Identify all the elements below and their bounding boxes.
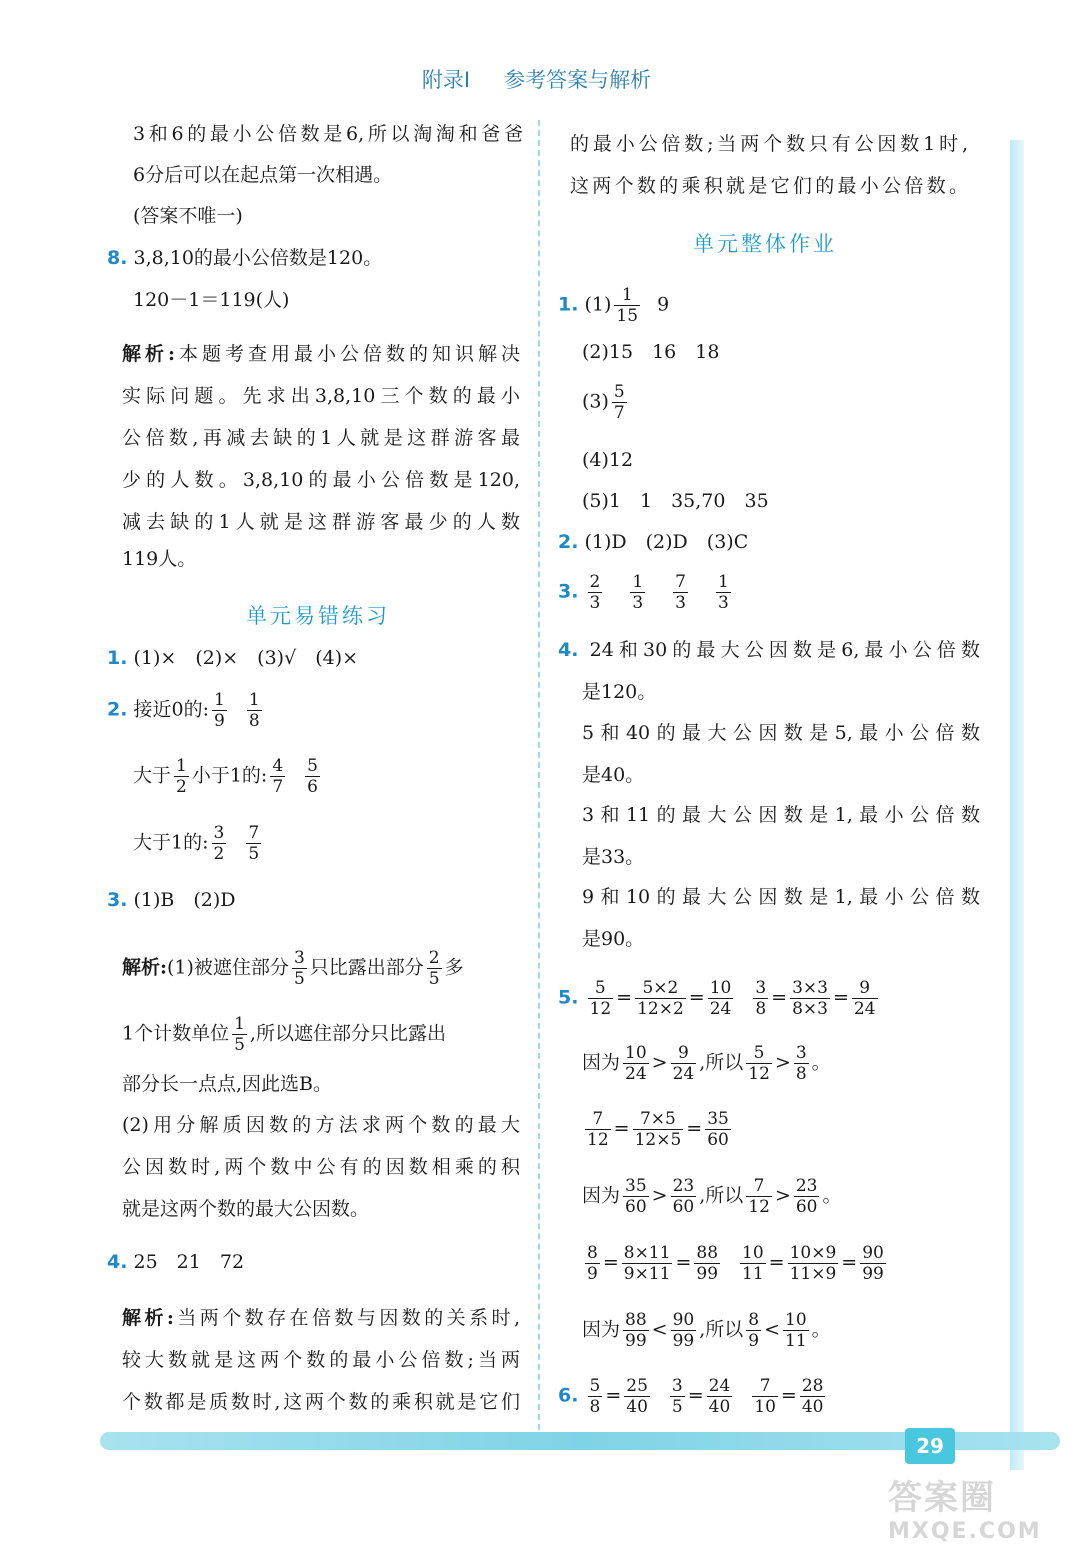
analysis-line: (2)用分解质因数的方法求两个数的最大 xyxy=(122,1114,520,1136)
fraction: $\frac{24}{40}$ xyxy=(708,1376,731,1417)
fraction: $\frac{35}{60}$ xyxy=(625,1176,647,1217)
fraction: $\frac{5}{7}$ xyxy=(613,382,625,423)
fraction: $\frac{7}{3}$ xyxy=(675,572,686,613)
answer-text: ,所以 xyxy=(699,1051,744,1074)
fraction: $\frac{1}{15}$ xyxy=(616,285,639,326)
column-divider xyxy=(538,120,540,1430)
fraction: $\frac{25}{40}$ xyxy=(626,1376,648,1417)
answer-text: 3,8,10的最小公倍数是120。 xyxy=(133,247,383,269)
fraction: $\frac{90}{99}$ xyxy=(672,1310,695,1351)
fraction: $\frac{10\times 9}{11\times 9}$ xyxy=(789,1243,837,1284)
fraction: $\frac{3\times 3}{8\times 3}$ xyxy=(792,978,828,1019)
question-number: 6. xyxy=(558,1384,579,1407)
analysis-line: 就是这两个数的最大公因数。 xyxy=(122,1198,370,1220)
unit-question-3 xyxy=(558,572,734,613)
analysis-line xyxy=(122,1014,446,1055)
analysis-line xyxy=(122,1305,520,1331)
analysis-text: (1)被遮住部分 xyxy=(167,956,289,979)
error-question-2 xyxy=(107,690,265,731)
answer-text: (1)D (2)D (3)C xyxy=(584,531,749,553)
answer-text: ,所以 xyxy=(699,1184,744,1207)
question-number: 2. xyxy=(558,531,579,553)
question-number: 8. xyxy=(107,247,128,269)
answer-text: 接近0的: xyxy=(133,698,209,721)
calc-line: 120－1＝119(人) xyxy=(133,289,290,311)
error-question-4 xyxy=(107,1249,244,1275)
text-line: 6分后可以在起点第一次相遇。 xyxy=(133,164,393,186)
answer-text: 9 xyxy=(657,293,670,316)
fraction: $\frac{2}{5}$ xyxy=(428,948,440,989)
equation-line: $\frac{8}{9}$ = $\frac{8\times 11}{9\times 11}$ = $\frac{88}{99}$ $\frac{10}{11}$ = $\frac{10\times 9}{11\times 9}$ = $\frac{90}{99}$ xyxy=(587,1243,884,1284)
page-number: 29 xyxy=(905,1428,955,1464)
fraction: $\frac{9}{24}$ xyxy=(853,978,876,1019)
unit-question-1 xyxy=(558,285,669,326)
analysis-line: 实际问题。先求出3,8,10三个数的最小 xyxy=(122,385,520,407)
analysis-line: 少的人数。3,8,10的最小公倍数是120, xyxy=(122,469,520,491)
fraction: $\frac{10}{24}$ xyxy=(709,978,732,1019)
fraction: $\frac{3}{8}$ xyxy=(795,1043,807,1084)
answer-line: (5)1 1 35,70 35 xyxy=(582,490,769,512)
fraction: $\frac{28}{40}$ xyxy=(801,1376,824,1417)
section-title-errors: 单元易错练习 xyxy=(246,604,390,628)
header-appendix: 附录Ⅰ xyxy=(421,68,471,92)
compare-line: 因为 $\frac{35}{60}$ > $\frac{23}{60}$ ,所以 $\frac{7}{12}$ > $\frac{23}{60}$ 。 xyxy=(582,1176,842,1217)
answer-text: 因为 xyxy=(582,1318,621,1341)
fraction: $\frac{23}{60}$ xyxy=(672,1176,695,1217)
answer-line: 是33。 xyxy=(582,846,645,868)
answer-line: 是120。 xyxy=(582,681,657,703)
fraction: $\frac{5}{6}$ xyxy=(307,756,318,797)
question-number: 2. xyxy=(107,698,128,721)
analysis-line xyxy=(122,948,464,989)
analysis-line: 这两个数的乘积就是它们的最小公倍数。 xyxy=(570,175,968,197)
watermark xyxy=(888,1470,1042,1544)
unit-question-2 xyxy=(558,529,748,555)
fraction: $\frac{90}{99}$ xyxy=(862,1243,884,1284)
error-question-3 xyxy=(107,887,236,913)
answer-line: 是40。 xyxy=(582,764,645,786)
compare-line: 因为 $\frac{10}{24}$ > $\frac{9}{24}$ ,所以 $\frac{5}{12}$ > $\frac{3}{8}$ 。 xyxy=(582,1043,831,1084)
question-number: 1. xyxy=(107,647,128,669)
text-line: (答案不唯一) xyxy=(133,205,243,227)
fraction: $\frac{3}{5}$ xyxy=(671,1376,683,1417)
question-number: 3. xyxy=(107,889,128,911)
analysis-line: 的最小公倍数;当两个数只有公因数1时, xyxy=(570,133,968,155)
answer-line: 5和40的最大公因数是5,最小公倍数 xyxy=(582,722,980,744)
fraction: $\frac{1}{8}$ xyxy=(248,690,260,731)
text-line: 3和6的最小公倍数是6,所以淘淘和爸爸 xyxy=(133,123,523,145)
watermark-line1: 答案圈 xyxy=(888,1478,996,1518)
answer-line: 9和10的最大公因数是1,最小公倍数 xyxy=(582,886,980,908)
question-number: 4. xyxy=(107,1251,128,1273)
fraction: $\frac{88}{99}$ xyxy=(696,1243,719,1284)
answer-line xyxy=(582,382,630,423)
fraction: $\frac{7}{12}$ xyxy=(748,1176,770,1217)
equation-line: $\frac{7}{12}$ = $\frac{7\times 5}{12\times 5}$ = $\frac{35}{60}$ xyxy=(587,1109,729,1150)
fraction: $\frac{5}{12}$ xyxy=(748,1043,770,1084)
fraction: $\frac{3}{2}$ xyxy=(213,823,225,864)
answer-line: 是90。 xyxy=(582,928,645,950)
analysis-line: 公倍数,再减去缺的1人就是这群游客最 xyxy=(122,427,520,449)
fraction: $\frac{10}{11}$ xyxy=(742,1243,764,1284)
fraction: $\frac{3}{5}$ xyxy=(293,948,305,989)
question-number: 4. xyxy=(558,639,579,661)
analysis-label: 解析: xyxy=(122,956,168,979)
question-number: 3. xyxy=(558,580,579,603)
fraction: $\frac{9}{24}$ xyxy=(672,1043,695,1084)
answer-text: 24和30的最大公因数是6,最小公倍数 xyxy=(589,639,980,661)
analysis-text: 1个计数单位 xyxy=(122,1022,230,1045)
answer-text: 大于 xyxy=(133,764,172,787)
answer-text: 因为 xyxy=(582,1051,621,1074)
fraction: $\frac{3}{8}$ xyxy=(755,978,767,1019)
answer-text: ,所以 xyxy=(699,1318,744,1341)
fraction: $\frac{1}{3}$ xyxy=(717,572,729,613)
answer-text: (1) xyxy=(584,293,612,316)
fraction: $\frac{8\times 11}{9\times 11}$ xyxy=(623,1243,671,1284)
answer-text: (1)× (2)× (3)√ (4)× xyxy=(133,647,359,669)
fraction: $\frac{5}{8}$ xyxy=(589,1376,601,1417)
fraction: $\frac{8}{9}$ xyxy=(587,1243,598,1284)
fraction: $\frac{10}{24}$ xyxy=(625,1043,647,1084)
fraction: $\frac{35}{60}$ xyxy=(707,1109,729,1150)
question-8 xyxy=(107,245,382,271)
fraction: $\frac{1}{5}$ xyxy=(234,1014,245,1055)
answer-text: 25 21 72 xyxy=(133,1251,245,1273)
analysis-label: 解析: xyxy=(122,343,176,365)
error-question-1 xyxy=(107,645,358,671)
fraction: $\frac{23}{60}$ xyxy=(795,1176,818,1217)
fraction: $\frac{7}{10}$ xyxy=(754,1376,776,1417)
question-number: 1. xyxy=(558,293,579,316)
compare-line: 因为 $\frac{88}{99}$ < $\frac{90}{99}$ ,所以 $\frac{8}{9}$ < $\frac{10}{11}$ 。 xyxy=(582,1310,831,1351)
fraction: $\frac{5}{12}$ xyxy=(589,978,612,1019)
fraction: $\frac{2}{3}$ xyxy=(589,572,601,613)
analysis-line: 公因数时,两个数中公有的因数相乘的积 xyxy=(122,1156,520,1178)
header-title: 参考答案与解析 xyxy=(504,68,652,92)
answer-line: (2)15 16 18 xyxy=(582,341,720,363)
fraction: $\frac{1}{9}$ xyxy=(214,690,225,731)
answer-line xyxy=(133,756,323,797)
fraction: $\frac{1}{3}$ xyxy=(632,572,644,613)
answer-text: (1)B (2)D xyxy=(133,889,236,911)
unit-question-4 xyxy=(558,637,980,663)
fraction: $\frac{5\times 2}{12\times 2}$ xyxy=(637,978,684,1019)
fraction: $\frac{1}{2}$ xyxy=(176,756,187,797)
analysis-text: 只比露出部分 xyxy=(309,956,424,979)
answer-line xyxy=(133,823,264,864)
answer-line: 3和11的最大公因数是1,最小公倍数 xyxy=(582,804,980,826)
unit-question-5: 5. $\frac{5}{12}$ = $\frac{5\times 2}{12\times 2}$ = $\frac{10}{24}$ $\frac{3}{8}$ = $\frac{3\times 3}{8\times 3}$ = $\frac{9}{24}$ xyxy=(558,978,876,1019)
analysis-text: 多 xyxy=(444,956,464,979)
fraction: $\frac{8}{9}$ xyxy=(748,1310,760,1351)
analysis-line: 减去缺的1人就是这群游客最少的人数 xyxy=(122,511,520,533)
fraction: $\frac{7}{5}$ xyxy=(248,823,260,864)
answer-text: (3) xyxy=(582,390,609,413)
analysis-line: 个数都是质数时,这两个数的乘积就是它们 xyxy=(122,1391,520,1413)
fraction: $\frac{10}{11}$ xyxy=(785,1310,807,1351)
answer-text: 小于1的: xyxy=(191,764,268,787)
unit-question-6: 6. $\frac{5}{8}$ = $\frac{25}{40}$ $\frac{3}{5}$ = $\frac{24}{40}$ $\frac{7}{10}$ = $\frac{28}{40}$ xyxy=(558,1376,824,1417)
analysis-text: 当两个数存在倍数与因数的关系时, xyxy=(173,1307,521,1329)
analysis-line xyxy=(122,341,520,367)
fraction: $\frac{4}{7}$ xyxy=(272,756,284,797)
answer-line: (4)12 xyxy=(582,449,634,471)
watermark-line2: MXQE.COM xyxy=(888,1519,1042,1544)
section-title-unit: 单元整体作业 xyxy=(693,232,837,256)
fraction: $\frac{7}{12}$ xyxy=(587,1109,609,1150)
fraction: $\frac{7\times 5}{12\times 5}$ xyxy=(634,1109,682,1150)
analysis-label: 解析: xyxy=(122,1307,174,1329)
fraction: $\frac{88}{99}$ xyxy=(625,1310,647,1351)
question-number: 5. xyxy=(558,986,579,1009)
analysis-text: 本题考查用最小公倍数的知识解决 xyxy=(175,343,520,365)
page-header xyxy=(0,64,1073,94)
right-decor-band xyxy=(1010,140,1024,1470)
answer-text: 大于1的: xyxy=(133,831,209,854)
analysis-text: ,所以遮住部分只比露出 xyxy=(249,1022,446,1045)
analysis-line: 119人。 xyxy=(122,548,197,570)
analysis-line: 部分长一点点,因此选B。 xyxy=(122,1073,333,1095)
answer-text: 因为 xyxy=(582,1184,621,1207)
analysis-line: 较大数就是这两个数的最小公倍数;当两 xyxy=(122,1349,520,1371)
